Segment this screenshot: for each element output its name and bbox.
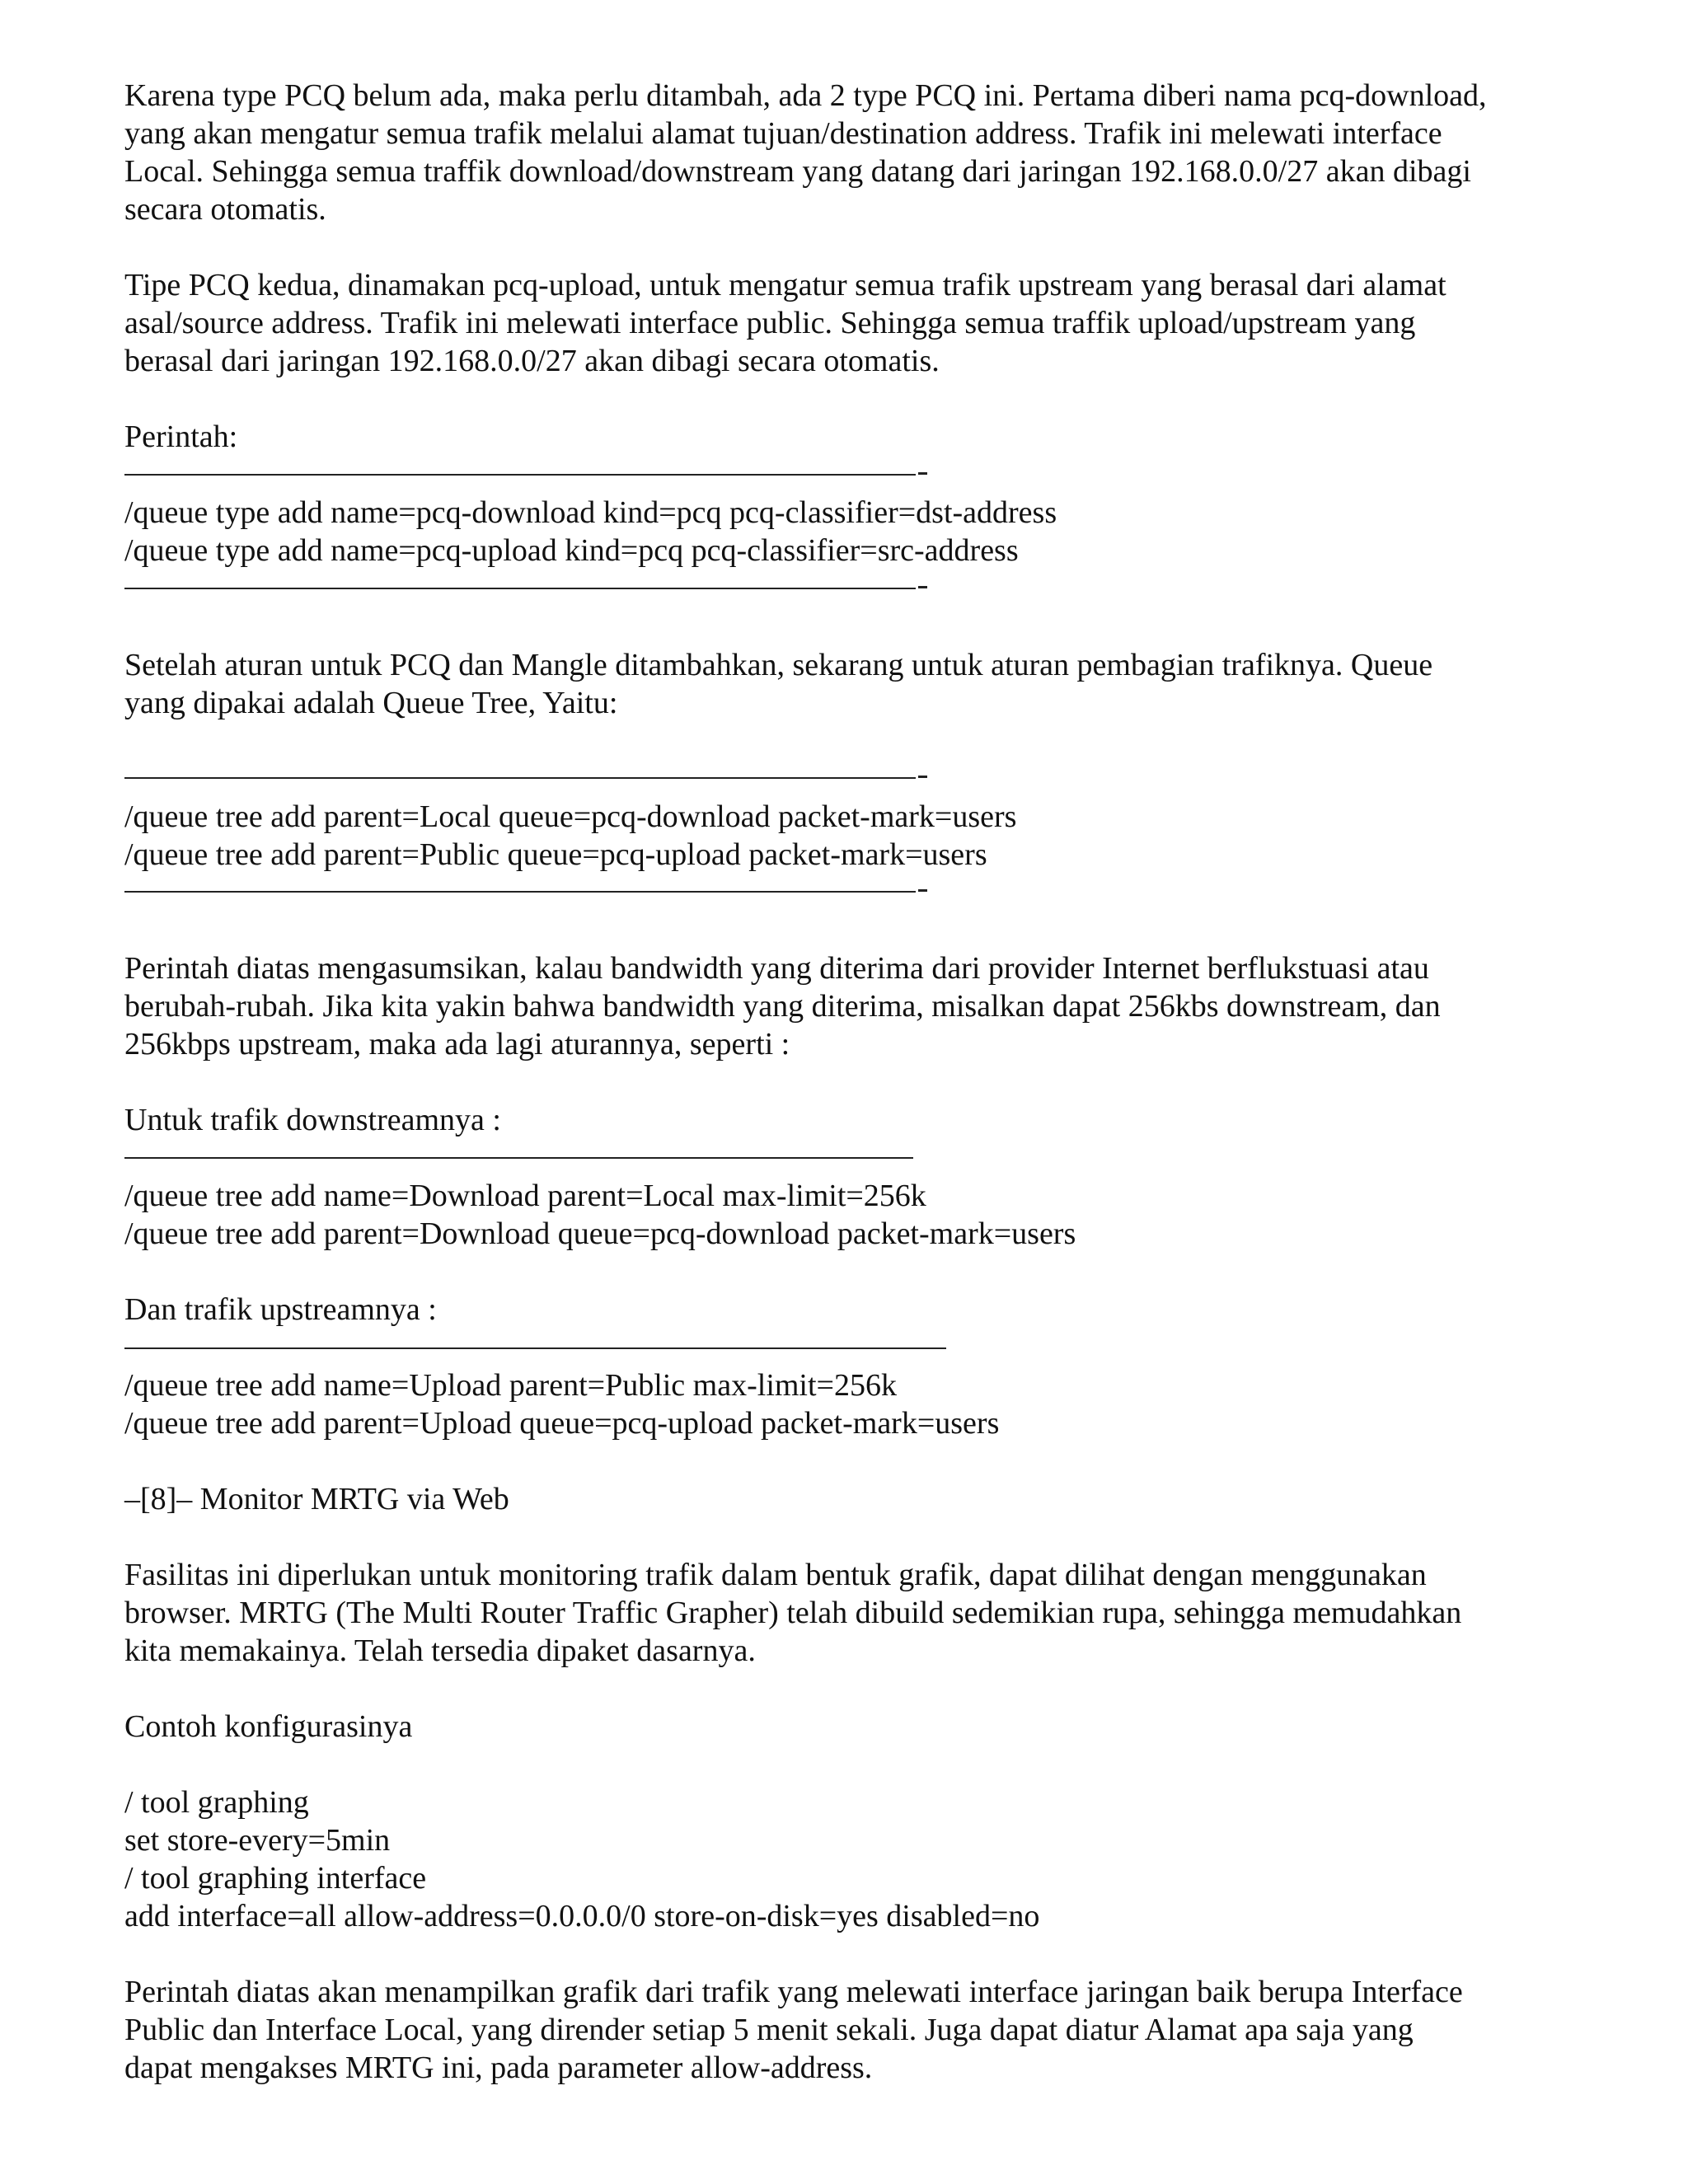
command-line: /queue type add name=pcq-upload kind=pcq pcq-classifier=src-address <box>124 533 1019 568</box>
paragraph-mrtg-line: browser. MRTG (The Multi Router Traffic Grapher) telah dibuild sedemikian rupa, sehingga memudahkan <box>124 1596 1462 1630</box>
separator-rule <box>124 1347 946 1349</box>
separator-rule <box>124 588 916 589</box>
separator-rule <box>124 777 916 779</box>
paragraph-bandwidth-line: berubah-rubah. Jika kita yakin bahwa bandwidth yang diterima, misalkan dapat 256kbs downstream, dan <box>124 989 1441 1024</box>
command-line: / tool graphing interface <box>124 1861 427 1896</box>
separator-rule <box>124 891 916 893</box>
paragraph-pcq-download-line: Karena type PCQ belum ada, maka perlu ditambah, ada 2 type PCQ ini. Pertama diberi nama pcq-download, <box>124 78 1487 113</box>
contoh-label: Contoh konfigurasinya <box>124 1709 413 1744</box>
paragraph-graph-line: dapat mengakses MRTG ini, pada parameter allow-address. <box>124 2050 873 2085</box>
paragraph-queue-tree-line: Setelah aturan untuk PCQ dan Mangle ditambahkan, sekarang untuk aturan pembagian trafiknya. Queue <box>124 648 1433 682</box>
command-line: set store-every=5min <box>124 1823 391 1858</box>
command-line: /queue tree add parent=Public queue=pcq-upload packet-mark=users <box>124 837 987 872</box>
paragraph-pcq-upload-line: Tipe PCQ kedua, dinamakan pcq-upload, untuk mengatur semua trafik upstream yang berasal dari alamat <box>124 268 1447 302</box>
command-line: /queue tree add name=Upload parent=Public max-limit=256k <box>124 1368 897 1403</box>
command-line: / tool graphing <box>124 1785 309 1820</box>
separator-rule <box>124 1157 913 1159</box>
paragraph-pcq-upload-line: asal/source address. Trafik ini melewati interface public. Sehingga semua traffik upload/upstream yang <box>124 306 1416 340</box>
command-line: /queue tree add parent=Local queue=pcq-download packet-mark=users <box>124 799 1017 834</box>
separator-rule <box>124 474 916 476</box>
section-heading: –[8]– Monitor MRTG via Web <box>124 1482 509 1516</box>
command-line: add interface=all allow-address=0.0.0.0/0 store-on-disk=yes disabled=no <box>124 1899 1040 1933</box>
paragraph-mrtg-line: Fasilitas ini diperlukan untuk monitoring trafik dalam bentuk grafik, dapat dilihat dengan menggunakan <box>124 1558 1427 1592</box>
paragraph-mrtg-line: kita memakainya. Telah tersedia dipaket dasarnya. <box>124 1633 756 1668</box>
paragraph-queue-tree-line: yang dipakai adalah Queue Tree, Yaitu: <box>124 686 618 720</box>
command-line: /queue type add name=pcq-download kind=pcq pcq-classifier=dst-address <box>124 495 1057 530</box>
paragraph-bandwidth-line: 256kbps upstream, maka ada lagi aturannya, seperti : <box>124 1027 790 1062</box>
downstream-label: Untuk trafik downstreamnya : <box>124 1103 501 1137</box>
paragraph-bandwidth-line: Perintah diatas mengasumsikan, kalau bandwidth yang diterima dari provider Internet berflukstuasi atau <box>124 951 1429 986</box>
paragraph-pcq-upload-line: berasal dari jaringan 192.168.0.0/27 akan dibagi secara otomatis. <box>124 344 940 378</box>
paragraph-graph-line: Public dan Interface Local, yang dirender setiap 5 menit sekali. Juga dapat diatur Alamat apa saja yang <box>124 2013 1414 2047</box>
paragraph-pcq-download-line: Local. Sehingga semua traffik download/downstream yang datang dari jaringan 192.168.0.0/27 akan dibagi <box>124 154 1471 189</box>
paragraph-pcq-download-line: secara otomatis. <box>124 192 326 227</box>
paragraph-graph-line: Perintah diatas akan menampilkan grafik dari trafik yang melewati interface jaringan baik berupa Interface <box>124 1975 1463 2009</box>
command-line: /queue tree add parent=Upload queue=pcq-upload packet-mark=users <box>124 1406 1000 1441</box>
command-line: /queue tree add name=Download parent=Local max-limit=256k <box>124 1179 926 1213</box>
command-line: /queue tree add parent=Download queue=pcq-download packet-mark=users <box>124 1216 1076 1251</box>
upstream-label: Dan trafik upstreamnya : <box>124 1292 437 1327</box>
perintah-label: Perintah: <box>124 419 238 454</box>
paragraph-pcq-download-line: yang akan mengatur semua trafik melalui alamat tujuan/destination address. Trafik ini melewati interface <box>124 116 1442 151</box>
